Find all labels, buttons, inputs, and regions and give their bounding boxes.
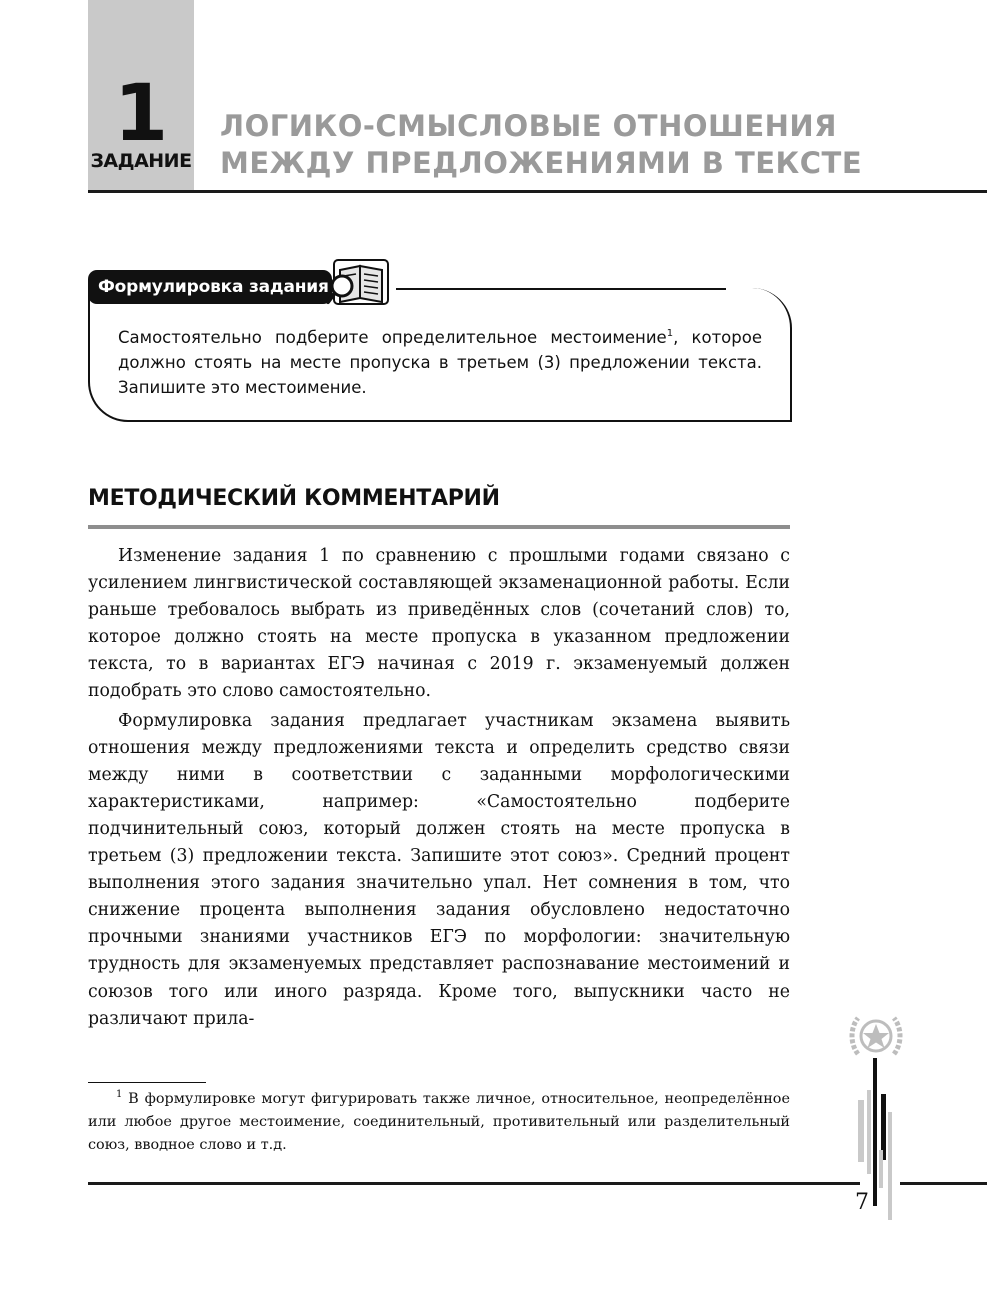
formulation-rule <box>396 288 726 290</box>
formulation-label: Формулировка задания <box>88 270 332 304</box>
footer-rule <box>88 1182 860 1185</box>
decor-bar <box>867 1090 871 1174</box>
decor-bar <box>858 1100 864 1162</box>
commentary-paragraph: Изменение задания 1 по сравнению с прошлыми годами связано с усилением лингвистической составляющей экзаменационной работы. Если раньше требовалось выбрать из приведённых слов (сочетаний слов) то, которое должно стоять на месте пропуска в указанном предложении текста, то в вариантах ЕГЭ начиная с 2019 г. экзаменуемый должен подобрать это слово самостоятельно. <box>88 546 790 702</box>
footnote-mark: 1 <box>116 1089 123 1100</box>
task-number-box <box>88 0 194 192</box>
footnote <box>88 1088 790 1156</box>
page-number: 7 <box>855 1190 869 1215</box>
formulation-text-end: , которое должно стоять на месте пропуска в третьем (3) предложении текста. Запишите это местоимение. <box>118 328 762 397</box>
formulation-text <box>118 325 762 400</box>
commentary-title: МЕТОДИЧЕСКИЙ КОММЕНТАРИЙ <box>88 486 500 511</box>
formulation-footnote-mark: 1 <box>666 328 674 339</box>
footnote-rule <box>88 1082 206 1083</box>
header-rule <box>88 190 987 193</box>
footer-rule <box>900 1182 987 1185</box>
decor-bar <box>873 1058 877 1206</box>
book-magnifier-icon <box>326 258 390 310</box>
decor-bar <box>879 1150 883 1188</box>
chapter-title <box>220 108 862 182</box>
commentary-body <box>88 543 790 1035</box>
chapter-title-line-2: МЕЖДУ ПРЕДЛОЖЕНИЯМИ В ТЕКСТЕ <box>220 146 863 180</box>
chapter-title-line-1: ЛОГИКО-СМЫСЛОВЫЕ ОТНОШЕНИЯ <box>220 109 838 143</box>
commentary-rule <box>88 525 790 529</box>
commentary-paragraph: Формулировка задания предлагает участникам экзамена выявить отношения между предложениями текста и определить средство связи между ними в соответствии с заданными морфологическими характеристиками, например: «Самостоятельно подберите подчинительный союз, который должен стоять на месте пропуска в третьем (3) предложении текста. Запишите этот союз». Средний процент выполнения этого задания значительно упал. Нет сомнения в том, что снижение процента выполнения задания обусловлено недостаточно прочными знаниями участников ЕГЭ по морфологии: значительную трудность для экзаменуемых представляет распознавание местоимений и союзов того или иного разряда. Кроме того, выпускники часто не различают прила- <box>88 710 790 1029</box>
task-number: 1 <box>113 69 169 159</box>
task-word: ЗАДАНИЕ <box>90 150 192 172</box>
footnote-text: В формулировке могут фигурировать также личное, относительное, неопределённое или любое другое местоимение, соединительный, противительный или разделительный союз, вводное слово и т.д. <box>88 1091 790 1153</box>
formulation-text-start: Самостоятельно подберите определительное местоимение <box>118 328 667 347</box>
decor-bar <box>888 1112 892 1220</box>
